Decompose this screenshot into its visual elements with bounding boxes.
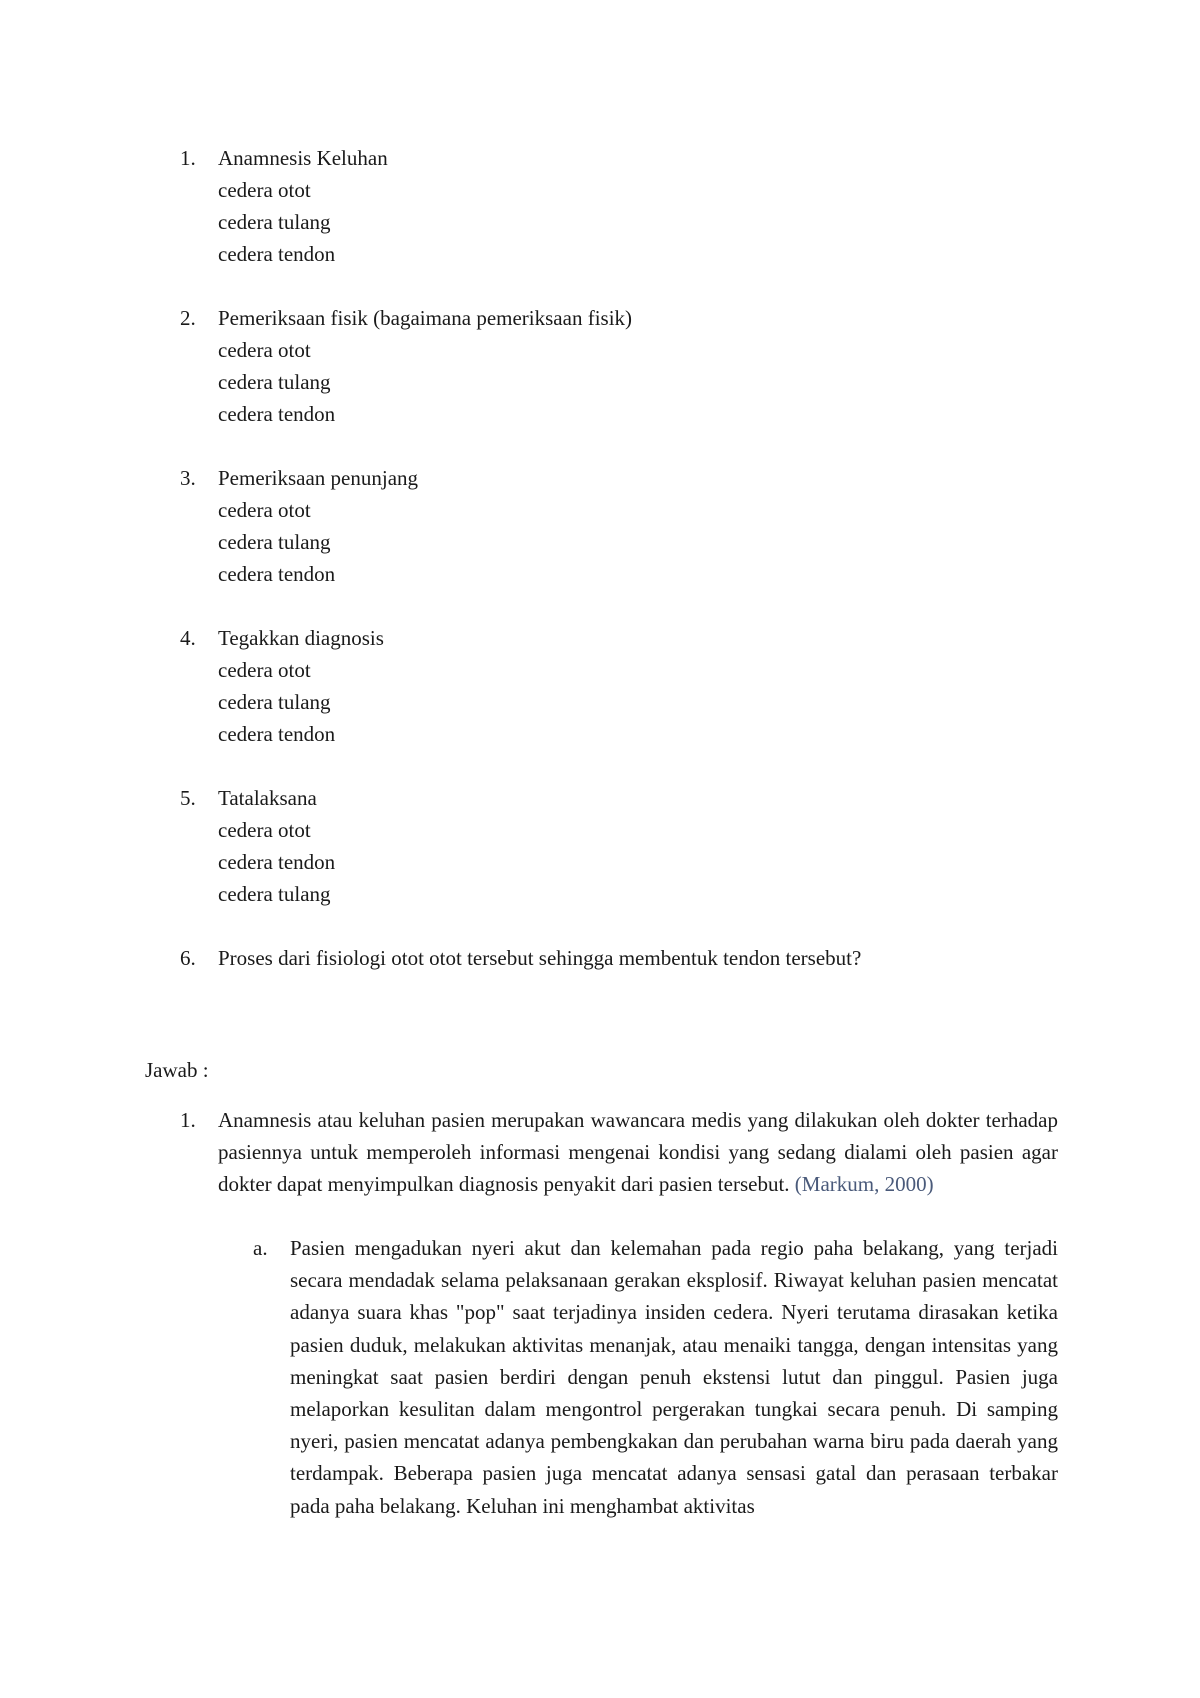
question-number: 1. — [180, 146, 196, 170]
answer-paragraph — [218, 1104, 1058, 1200]
answers-heading: Jawab : — [145, 1058, 209, 1082]
question-item: cedera tulang — [218, 882, 331, 906]
question-title: Anamnesis Keluhan — [218, 146, 388, 170]
question-number: 6. — [180, 946, 196, 970]
question-item: cedera tulang — [218, 370, 331, 394]
question-number: 4. — [180, 626, 196, 650]
question-item: cedera otot — [218, 178, 311, 202]
question-item: cedera otot — [218, 498, 311, 522]
sub-item-letter: a. — [253, 1236, 268, 1260]
question-title: Tatalaksana — [218, 786, 317, 810]
question-item: cedera tulang — [218, 690, 331, 714]
question-number: 5. — [180, 786, 196, 810]
question-item: cedera otot — [218, 658, 311, 682]
question-item: cedera otot — [218, 818, 311, 842]
question-item: cedera tendon — [218, 562, 336, 586]
question-item: cedera tulang — [218, 530, 331, 554]
question-number: 3. — [180, 466, 196, 490]
question-title: Proses dari fisiologi otot otot tersebut sehingga membentuk tendon tersebut? — [218, 946, 862, 970]
question-item: cedera tendon — [218, 850, 336, 874]
question-item: cedera tulang — [218, 210, 331, 234]
question-item: cedera tendon — [218, 242, 336, 266]
answer-number: 1. — [180, 1108, 196, 1132]
answer-text: Anamnesis atau keluhan pasien merupakan wawancara medis yang dilakukan oleh dokter terhadap pasiennya untuk memperoleh informasi mengenai kondisi yang sedang dialami oleh pasien agar dokter dapat menyimpulkan diagnosis penyakit dari pasien tersebut. — [218, 1108, 1058, 1196]
question-title: Pemeriksaan fisik (bagaimana pemeriksaan fisik) — [218, 306, 633, 330]
answer-citation: (Markum, 2000) — [794, 1172, 934, 1196]
question-item: cedera tendon — [218, 402, 336, 426]
sub-item-paragraph: Pasien mengadukan nyeri akut dan kelemahan pada regio paha belakang, yang terjadi secara mendadak selama pelaksanaan gerakan eksplosif. Riwayat keluhan pasien mencatat adanya suara khas "pop" saat terjadinya insiden cedera. Nyeri terutama dirasakan ketika pasien duduk, melakukan aktivitas menanjak, atau menaiki tangga, dengan intensitas yang meningkat saat pasien berdiri dengan penuh ekstensi lutut dan pinggul. Pasien juga melaporkan kesulitan dalam mengontrol pergerakan tungkai secara penuh. Di samping nyeri, pasien mencatat adanya pembengkakan dan perubahan warna biru pada daerah yang terdampak. Beberapa pasien juga mencatat adanya sensasi gatal dan perasaan terbakar pada paha belakang. Keluhan ini menghambat aktivitas — [290, 1236, 1058, 1518]
question-title: Tegakkan diagnosis — [218, 626, 384, 650]
question-number: 2. — [180, 306, 196, 330]
question-item: cedera tendon — [218, 722, 336, 746]
question-title: Pemeriksaan penunjang — [218, 466, 419, 490]
question-item: cedera otot — [218, 338, 311, 362]
